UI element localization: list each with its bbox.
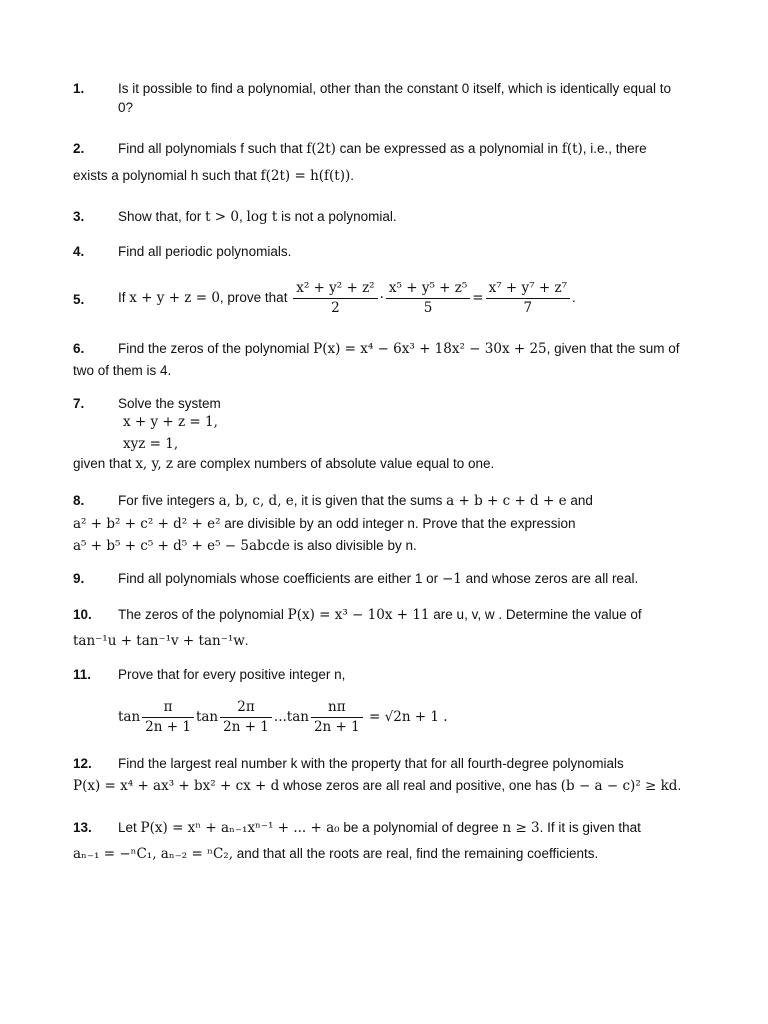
problem-text: Prove that for every positive integer n, — [118, 667, 346, 682]
fraction: $\frac{n\pi}{2n + 1}$ — [311, 698, 363, 737]
problem-number: 4. — [73, 244, 85, 259]
problem-text: Is it possible to find a polynomial, other than the constant 0 itself, which is identically equal to — [118, 81, 672, 96]
problem-7: 7. Solve the system x + y + z = 1, xyz = 1, given that x, y, z are complex numbers of absolute value equal to one. — [73, 394, 688, 474]
math-expression: x + y + z = 0 — [129, 290, 220, 307]
math-expression: (b − a − c)² ≥ kd — [560, 778, 678, 794]
problem-8: 8. For five integers a, b, c, d, e, it is given that the sums a + b + c + d + e and a² + b² + c² + d² + e² are divisible by an odd integer n. Prove that the expression a⁵ + b⁵ + c⁵ + d⁵ + e⁵ − 5abcde is also divisible by n. — [73, 491, 688, 556]
problem-text: Let P(x) = xⁿ + aₙ₋₁xⁿ⁻¹ + ... + a₀ be a polynomial of degree n ≥ 3. If it is given that — [118, 820, 641, 836]
fraction: $\frac{\text{x² + y² + z²}}{2}$ — [293, 279, 377, 318]
math-expression: P(x) = x³ − 10x + 11 — [287, 607, 430, 623]
problem-number: 12. — [73, 756, 92, 771]
problem-number: 6. — [73, 341, 85, 356]
problem-text: Find the zeros of the polynomial P(x) = x⁴ − 6x³ + 18x² − 30x + 25, given that the sum of — [118, 341, 680, 357]
math-expression: P(x) = x⁴ + ax³ + bx² + cx + d — [73, 778, 280, 794]
problem-number: 3. — [73, 209, 85, 224]
math-expression: t > 0 — [205, 209, 239, 225]
tan-product-formula: tan $\frac{\pi}{2n + 1}$ tan $\frac{2\pi}{2n + 1}$ ...tan $\frac{n\pi}{2n + 1}$ = √2n + 1 . — [118, 699, 448, 735]
math-expression: tan⁻¹u + tan⁻¹v + tan⁻¹w — [73, 633, 245, 649]
fraction: $\frac{\text{x⁵ + y⁵ + z⁵}}{5}$ — [386, 279, 470, 318]
problem-3 — [73, 207, 688, 227]
fraction: $\frac{2\pi}{2n + 1}$ — [220, 698, 272, 737]
math-expression: x, y, z — [135, 456, 174, 472]
problem-text: Solve the system — [118, 396, 221, 411]
problem-5 — [73, 279, 688, 318]
problem-text: Find all polynomials whose coefficients are either 1 or −1 and whose zeros are all real. — [118, 571, 639, 587]
problem-number: 9. — [73, 571, 85, 586]
equation-line: xyz = 1, — [123, 436, 179, 452]
math-expression: a + b + c + d + e — [446, 493, 567, 509]
math-expression: log t — [246, 209, 278, 225]
problem-4 — [73, 242, 688, 261]
problem-number: 13. — [73, 820, 92, 835]
math-expression: f(t) — [561, 141, 583, 157]
problem-text: For five integers a, b, c, d, e, it is given that the sums a + b + c + d + e and — [118, 493, 593, 509]
problem-text: Find all polynomials f such that f(2t) can be expressed as a polynomial in f(t), i.e., there — [118, 141, 647, 157]
math-expression: a, b, c, d, e — [218, 493, 294, 509]
problem-6: 6. Find the zeros of the polynomial P(x) = x⁴ − 6x³ + 18x² − 30x + 25, given that the sum of two of them is 4. — [73, 339, 688, 380]
math-expression: P(x) = xⁿ + aₙ₋₁xⁿ⁻¹ + ... + a₀ — [140, 820, 340, 836]
problem-13: 13. Let P(x) = xⁿ + aₙ₋₁xⁿ⁻¹ + ... + a₀ be a polynomial of degree n ≥ 3. If it is given that aₙ₋₁ = −ⁿC₁, aₙ₋₂ = ⁿC₂, and that all the roots are real, find the remaining coefficients. — [73, 818, 688, 864]
problem-number: 8. — [73, 493, 85, 508]
math-expression: a² + b² + c² + d² + e² — [73, 516, 221, 532]
equation-line: x + y + z = 1, — [123, 414, 218, 430]
problem-number: 2. — [73, 141, 85, 156]
math-expression: aₙ₋₁ = −ⁿC₁, aₙ₋₂ = ⁿC₂, — [73, 846, 233, 862]
problem-text: If x + y + z = 0, prove that $\frac{\text{x² + y² + z²}}{2}$ · $\frac{\text{x⁵ + y⁵ + z⁵}}{5}$ = $\frac{\text{x⁷ + y⁷ + z⁷}}{7}$ . — [118, 280, 576, 316]
fraction: $\frac{\pi}{2n + 1}$ — [142, 698, 194, 737]
math-expression: −1 — [441, 571, 462, 587]
math-expression: a⁵ + b⁵ + c⁵ + d⁵ + e⁵ − 5abcde — [73, 538, 290, 554]
math-expression: P(x) = x⁴ − 6x³ + 18x² − 30x + 25 — [313, 341, 547, 357]
problem-10: 10. The zeros of the polynomial P(x) = x³ − 10x + 11 are u, v, w . Determine the value of tan⁻¹u + tan⁻¹v + tan⁻¹w. — [73, 605, 688, 651]
math-expression: f(2t) = h(f(t)) — [260, 168, 351, 184]
math-expression: n ≥ 3 — [502, 820, 540, 836]
math-expression: f(2t) — [306, 141, 336, 157]
problem-text: Show that, for t > 0, log t is not a polynomial. — [118, 209, 397, 225]
problem-12: 12. Find the largest real number k with the property that for all fourth-degree polynomials P(x) = x⁴ + ax³ + bx² + cx + d whose zeros are all real and positive, one has (b − a − c)² ≥ kd. — [73, 754, 688, 796]
problem-text: Find the largest real number k with the property that for all fourth-degree polynomials — [118, 756, 624, 771]
problem-number: 10. — [73, 607, 92, 622]
problem-1: 1. Is it possible to find a polynomial, other than the constant 0 itself, which is identically equal to 0? — [73, 79, 688, 117]
problem-9 — [73, 569, 688, 589]
problem-11 — [73, 665, 688, 737]
problem-number: 11. — [73, 667, 92, 682]
problem-text: The zeros of the polynomial P(x) = x³ − 10x + 11 are u, v, w . Determine the value of — [118, 607, 642, 623]
problem-2: 2. Find all polynomials f such that f(2t) can be expressed as a polynomial in f(t), i.e., there exists a polynomial h such that f(2t) = h(f(t)). — [73, 139, 688, 186]
problem-number: 7. — [73, 396, 85, 411]
fraction: $\frac{\text{x⁷ + y⁷ + z⁷}}{7}$ — [486, 279, 570, 318]
problem-text: Find all periodic polynomials. — [118, 244, 292, 259]
problem-number: 1. — [73, 81, 85, 96]
problem-number: 5. — [73, 292, 85, 307]
